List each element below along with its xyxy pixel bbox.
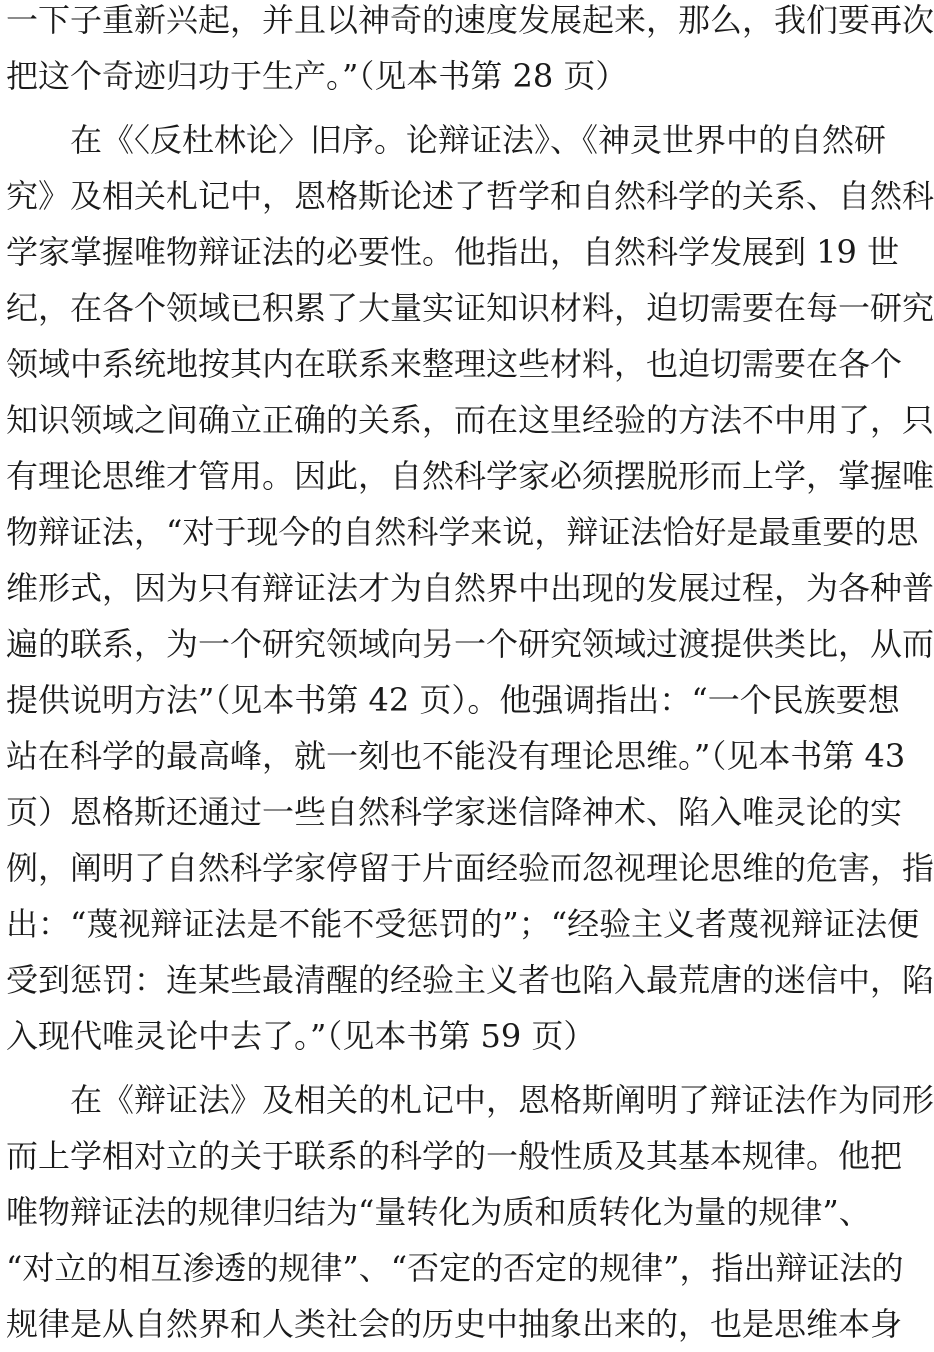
text-line-16: 例，阐明了自然科学家停留于片面经验而忽视理论思维的危害，指 (6, 849, 934, 887)
text-line-9: 有理论思维才管用。因此，自然科学家必须摆脱形而上学，掌握唯 (6, 457, 934, 495)
text-line-11: 维形式，因为只有辩证法才为自然界中出现的发展过程，为各种普 (6, 569, 934, 607)
text-line-21: 而上学相对立的关于联系的科学的一般性质及其基本规律。他把 (6, 1137, 903, 1175)
text-line-24: 规律是从自然界和人类社会的历史中抽象出来的，也是思维本身 (6, 1305, 903, 1343)
text-line-18: 受到惩罚：连某些最清醒的经验主义者也陷入最荒唐的迷信中，陷 (6, 961, 934, 999)
text-line-20: 在《辩证法》及相关的札记中，恩格斯阐明了辩证法作为同形 (70, 1081, 934, 1119)
text-line-23: “对立的相互渗透的规律”、“否定的否定的规律”，指出辩证法的 (6, 1249, 904, 1287)
text-line-14: 站在科学的最高峰，就一刻也不能没有理论思维。”（见本书第 43 (6, 737, 906, 775)
text-line-12: 遍的联系，为一个研究领域向另一个研究领域过渡提供类比，从而 (6, 625, 934, 663)
text-line-17: 出：“蔑视辩证法是不能不受惩罚的”；“经验主义者蔑视辩证法便 (6, 905, 920, 943)
text-line-19: 入现代唯灵论中去了。”（见本书第 59 页） (6, 1017, 596, 1055)
text-line-10: 物辩证法，“对于现今的自然科学来说，辩证法恰好是最重要的思 (6, 513, 919, 551)
text-line-6: 纪，在各个领域已积累了大量实证知识材料，迫切需要在每一研究 (6, 289, 934, 327)
text-line-8: 知识领域之间确立正确的关系，而在这里经验的方法不中用了，只 (6, 401, 934, 439)
text-line-1: 一下子重新兴起，并且以神奇的速度发展起来，那么，我们要再次 (6, 1, 934, 39)
text-line-4: 究》及相关札记中，恩格斯论述了哲学和自然科学的关系、自然科 (6, 177, 934, 215)
text-line-22: 唯物辩证法的规律归结为“量转化为质和质转化为量的规律”、 (6, 1193, 871, 1231)
text-line-5: 学家掌握唯物辩证法的必要性。他指出，自然科学发展到 19 世 (6, 233, 900, 271)
text-line-13: 提供说明方法”（见本书第 42 页）。他强调指出：“一个民族要想 (6, 681, 900, 719)
text-line-15: 页）恩格斯还通过一些自然科学家迷信降神术、陷入唯灵论的实 (6, 793, 903, 831)
text-line-3: 在《〈反杜林论〉旧序。论辩证法》、《神灵世界中的自然研 (70, 121, 887, 159)
text-line-2: 把这个奇迹归功于生产。”（见本书第 28 页） (6, 57, 628, 95)
text-line-7: 领域中系统地按其内在联系来整理这些材料，也迫切需要在各个 (6, 345, 903, 383)
